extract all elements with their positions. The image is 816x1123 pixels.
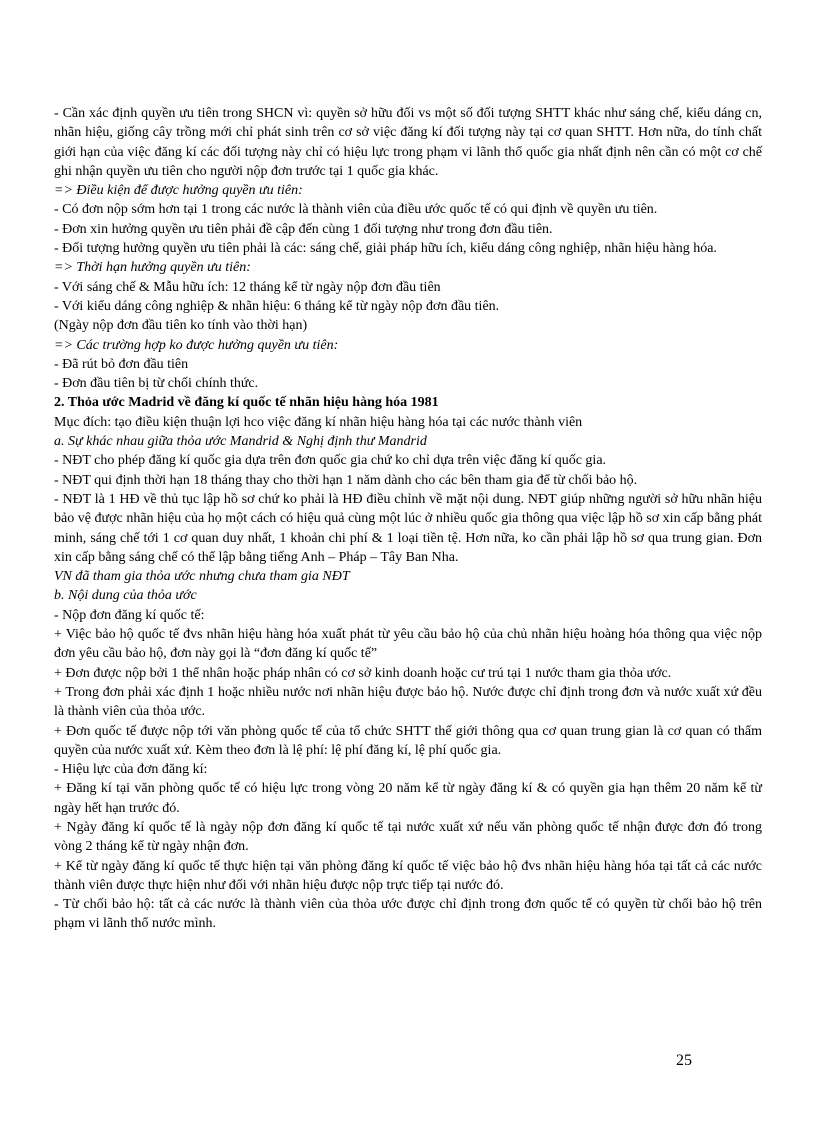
- subheading: => Điều kiện để được hưởng quyền ưu tiên:: [54, 183, 303, 199]
- paragraph: - Từ chối bảo hộ: tất cả các nước là thành viên của thỏa ước được chỉ định trong đơn quốc tế có quyền từ chối bảo hộ trên phạm vi lãnh thổ nước mình.: [54, 897, 762, 932]
- subheading: a. Sự khác nhau giữa thỏa ước Mandrid & Nghị định thư Mandrid: [54, 434, 427, 450]
- paragraph: - Đơn xin hưởng quyền ưu tiên phải đề cập đến cùng 1 đối tượng như trong đơn đầu tiên.: [54, 221, 553, 237]
- paragraph: + Đăng kí tại văn phòng quốc tế có hiệu lực trong vòng 20 năm kể từ ngày đăng kí & có quyền gia hạn thêm 20 năm kể từ ngày hết hạn trước đó.: [54, 781, 762, 816]
- subheading: => Thời hạn hưởng quyền ưu tiên:: [54, 260, 251, 276]
- paragraph: - Đã rút bỏ đơn đầu tiên: [54, 356, 189, 372]
- paragraph: + Đơn quốc tế được nộp tới văn phòng quốc tế của tổ chức SHTT thế giới thông qua cơ quan trung gian là cơ quan có thẩm quyền của nước xuất xứ. Kèm theo đơn là lệ phí: lệ phí đăng kí, lệ phí quốc gia.: [54, 723, 762, 758]
- paragraph: + Trong đơn phải xác định 1 hoặc nhiều nước nơi nhãn hiệu được bảo hộ. Nước được chỉ định trong đơn và nước xuất xứ đều là thành viên của thỏa ước.: [54, 684, 762, 720]
- document-body: [54, 104, 762, 934]
- paragraph: - Cần xác định quyền ưu tiên trong SHCN vì: quyền sở hữu đối vs một số đối tượng SHTT khác như sáng chế, kiểu dáng cn, nhãn hiệu, giống cây trồng mới chỉ phát sinh trên cơ sở việc đăng kí đối tượng này tại cơ quan SHTT. Hơn nữa, do tính chất giới hạn của việc đăng kí các đối tượng này chỉ có hiệu lực trong phạm vi lãnh thổ quốc gia nhất định nên cần có một cơ chế ghi nhận quyền ưu tiên cho người nộp đơn trước tại 1 quốc gia khác.: [54, 106, 762, 179]
- paragraph: - NĐT cho phép đăng kí quốc gia dựa trên đơn quốc gia chứ ko chỉ dựa trên việc đăng kí quốc gia.: [54, 453, 607, 469]
- paragraph: - Đối tượng hưởng quyền ưu tiên phải là các: sáng chế, giải pháp hữu ích, kiểu dáng công nghiệp, nhãn hiệu hàng hóa.: [54, 241, 717, 257]
- paragraph: Mục đích: tạo điều kiện thuận lợi hco việc đăng kí nhãn hiệu hàng hóa tại các nước thành viên: [54, 414, 583, 430]
- page-number: 25: [676, 1052, 692, 1069]
- paragraph: - Đơn đầu tiên bị từ chối chính thức.: [54, 376, 259, 392]
- subheading: VN đã tham gia thỏa ước nhưng chưa tham gia NĐT: [54, 569, 350, 585]
- paragraph: - Nộp đơn đăng kí quốc tế:: [54, 607, 205, 623]
- paragraph: - Với sáng chế & Mẫu hữu ích: 12 tháng kể từ ngày nộp đơn đầu tiên: [54, 279, 441, 295]
- paragraph: - Có đơn nộp sớm hơn tại 1 trong các nước là thành viên của điều ước quốc tế có qui định về quyền ưu tiên.: [54, 202, 658, 218]
- paragraph: - Hiệu lực của đơn đăng kí:: [54, 762, 208, 778]
- paragraph: (Ngày nộp đơn đầu tiên ko tính vào thời hạn): [54, 318, 308, 334]
- paragraph: - NĐT là 1 HĐ về thủ tục lập hồ sơ chứ ko phải là HĐ điều chỉnh về mặt nội dung. NĐT giúp những người sở hữu nhãn hiệu bảo vệ được nhãn hiệu của họ một cách có hiệu quả cùng một lúc ở nhiều quốc gia thông qua việc lập hồ sơ xin cấp bằng phát minh, sáng chế tới 1 cơ quan duy nhất, 1 khoản chi phí & 1 loại tiền tệ. Hơn nữa, ko cần phải lập hồ sơ qua trung gian. Đơn xin cấp bằng sáng chế có thể lập bằng tiếng Anh – Pháp – Tây Ban Nha.: [54, 491, 762, 565]
- subheading: b. Nội dung của thỏa ước: [54, 588, 197, 604]
- paragraph: + Ngày đăng kí quốc tế là ngày nộp đơn đăng kí quốc tế tại nước xuất xứ nếu văn phòng quốc tế nhận được đơn đó trong vòng 2 tháng kể từ ngày nhận đơn.: [54, 819, 762, 855]
- paragraph: - NĐT qui định thời hạn 18 tháng thay cho thời hạn 1 năm dành cho các bên tham gia để từ chối bảo hộ.: [54, 472, 638, 488]
- section-heading: 2. Thỏa ước Madrid về đăng kí quốc tế nhãn hiệu hàng hóa 1981: [54, 395, 439, 411]
- paragraph: + Đơn được nộp bởi 1 thể nhân hoặc pháp nhân có cơ sở kinh doanh hoặc cư trú tại 1 nước tham gia thỏa ước.: [54, 665, 672, 681]
- paragraph: + Việc bảo hộ quốc tế đvs nhãn hiệu hàng hóa xuất phát từ yêu cầu bảo hộ của chủ nhãn hiệu hoàng hóa thông qua việc nộp đơn yêu cầu bảo hộ, đơn này gọi là “đơn đăng kí quốc tế”: [54, 627, 762, 662]
- paragraph: - Với kiểu dáng công nghiệp & nhãn hiệu: 6 tháng kể từ ngày nộp đơn đầu tiên.: [54, 298, 500, 314]
- paragraph: + Kể từ ngày đăng kí quốc tế thực hiện tại văn phòng đăng kí quốc tế việc bảo hộ đvs nhãn hiệu hàng hóa tại tất cả các nước thành viên được thực hiện như đối với nhãn hiệu được nộp trực tiếp tại nước đó.: [54, 858, 762, 893]
- subheading: => Các trường hợp ko được hưởng quyền ưu tiên:: [54, 337, 339, 353]
